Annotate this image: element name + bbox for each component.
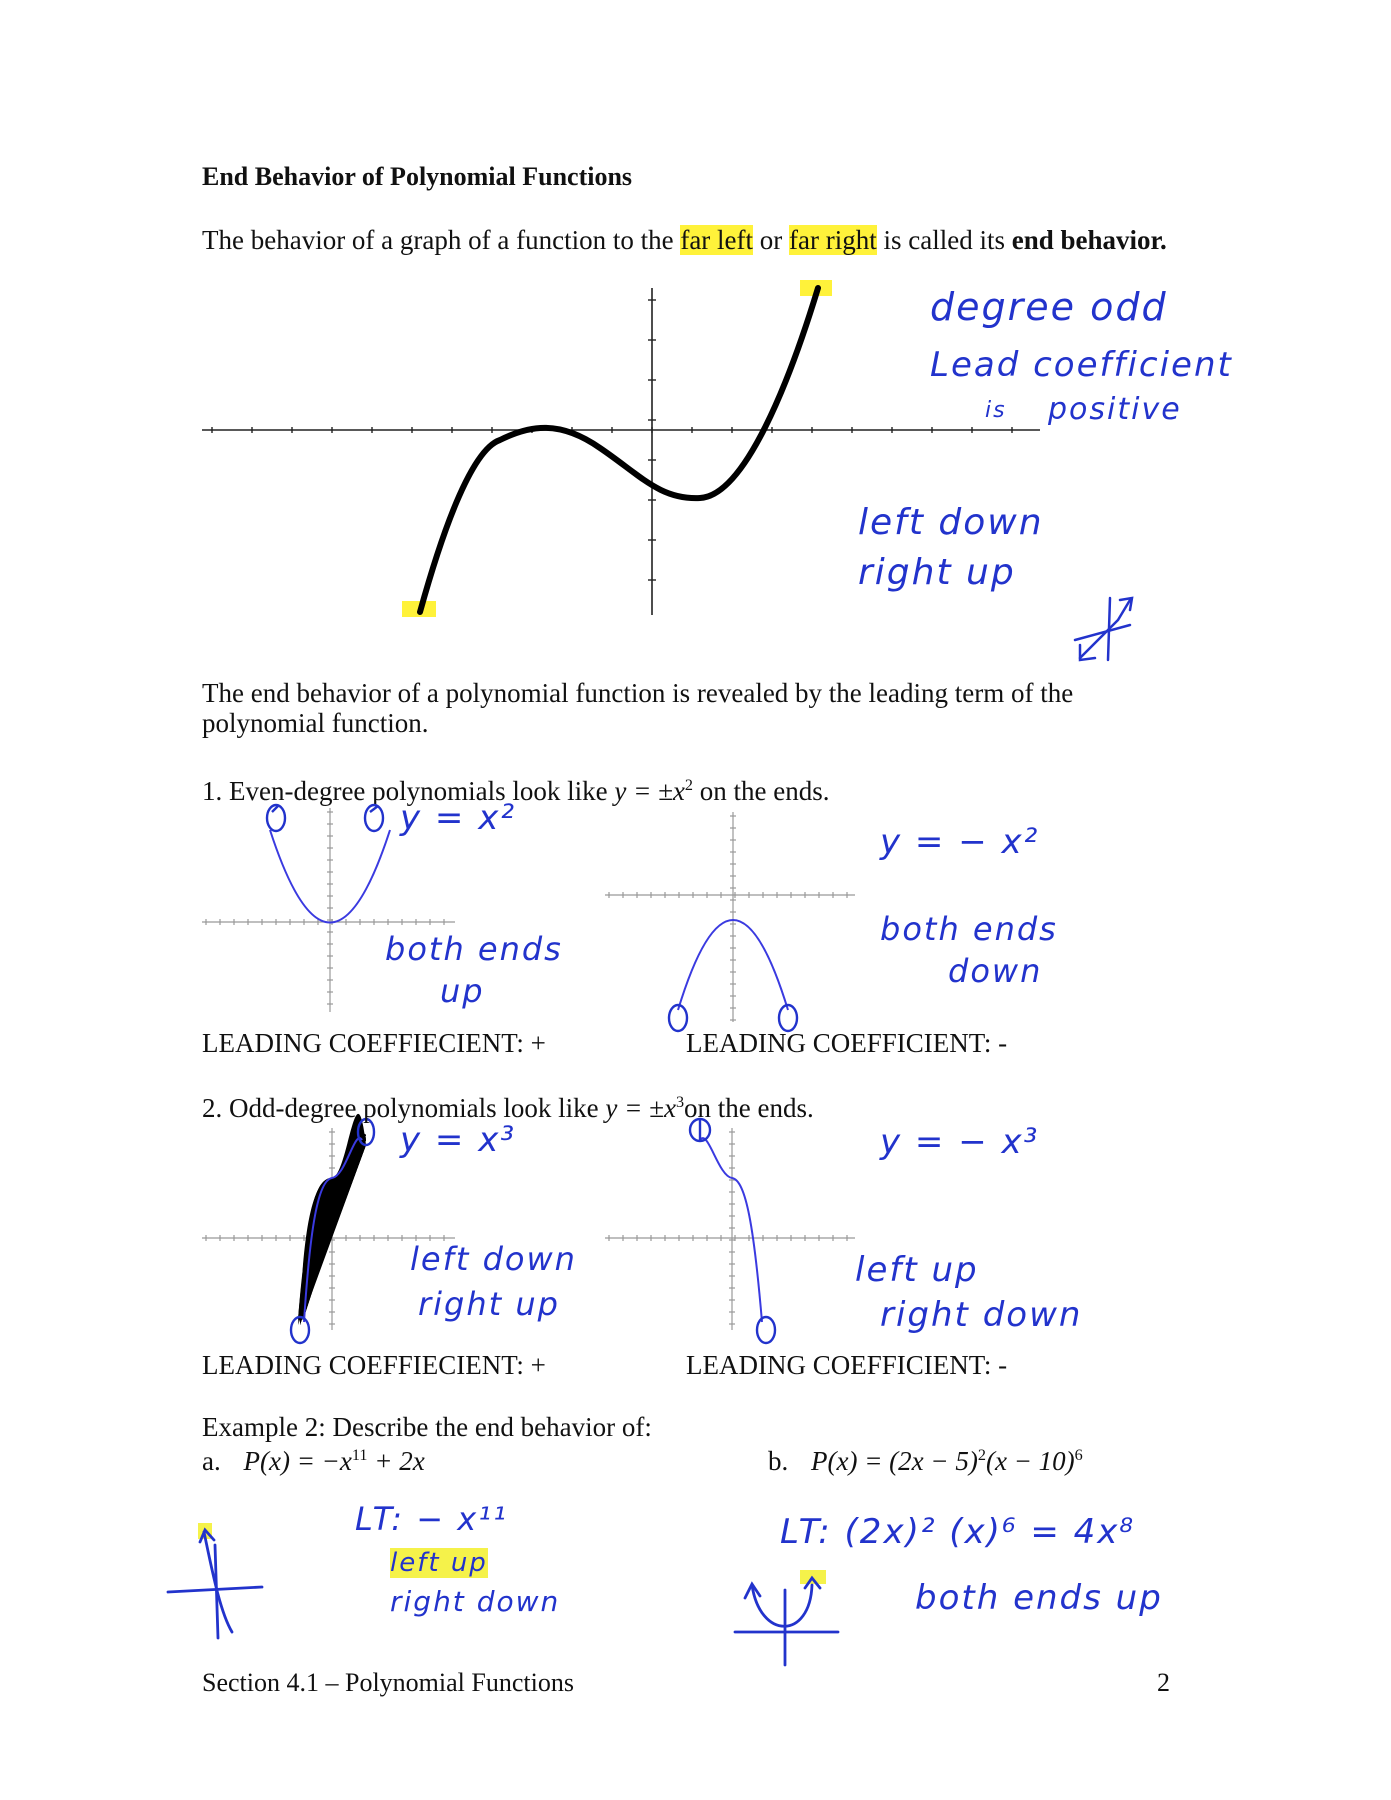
odd-formula: y = ±x xyxy=(605,1093,676,1123)
answer-a-lt: LT: − x¹¹ xyxy=(355,1500,508,1538)
example-a-tail: + 2x xyxy=(367,1446,425,1476)
example-a-func: P(x) = −x xyxy=(243,1446,352,1476)
bold-end-behavior: end behavior. xyxy=(1011,225,1167,255)
example-b-mid: (x − 10) xyxy=(985,1446,1075,1476)
odd-exponent: 3 xyxy=(675,1093,685,1111)
example-a-exp: 11 xyxy=(351,1446,368,1464)
note-degree-odd: degree odd xyxy=(930,285,1168,329)
highlight-far-left: far left xyxy=(680,225,754,255)
label-y-x3: y = x³ xyxy=(400,1120,516,1160)
even-left-coef: LEADING COEFFIECIENT: + xyxy=(202,1028,546,1058)
leading-term-line2: polynomial function. xyxy=(202,708,429,738)
note-left-down: left down xyxy=(858,502,1044,543)
example-a-label: a. xyxy=(202,1446,221,1476)
even-heading-suffix: on the ends. xyxy=(699,776,830,806)
highlight-far-right: far right xyxy=(789,225,877,255)
intro-text-or: or xyxy=(753,225,790,255)
odd-heading-prefix: 2. Odd-degree polynomials look like xyxy=(202,1093,606,1123)
even-formula: y = ±x xyxy=(614,776,685,806)
example-b-exp2: 6 xyxy=(1074,1446,1083,1464)
odd-left-coef: LEADING COEFFIECIENT: + xyxy=(202,1350,546,1380)
footer-section: Section 4.1 – Polynomial Functions xyxy=(202,1668,574,1697)
label-y-neg-x2: y = − x² xyxy=(880,822,1040,862)
example-b-exp1: 2 xyxy=(977,1446,986,1464)
example-b-label: b. xyxy=(768,1446,789,1476)
label-y-x2: y = x² xyxy=(400,798,516,838)
intro-text-after: is called its xyxy=(876,225,1012,255)
note-both-ends-up-2: up xyxy=(440,972,485,1010)
odd-heading-suffix: on the ends. xyxy=(684,1093,814,1123)
leading-term-line1: The end behavior of a polynomial function is revealed by the leading term of the xyxy=(202,678,1074,708)
highlight-b-sketch xyxy=(800,1570,826,1584)
note-is: is xyxy=(985,398,1007,423)
answer-a-right-down: right down xyxy=(390,1585,561,1618)
answer-a-left-up: left up xyxy=(390,1548,488,1578)
note-left-down-odd: left down xyxy=(410,1240,577,1278)
note-right-down-odd: right down xyxy=(880,1295,1083,1335)
note-lead-coefficient: Lead coefficient xyxy=(930,345,1233,385)
page-title: End Behavior of Polynomial Functions xyxy=(202,162,633,191)
example-b-func: P(x) = (2x − 5) xyxy=(811,1446,978,1476)
note-both-ends-down-2: down xyxy=(948,952,1043,990)
even-exponent: 2 xyxy=(684,776,694,794)
note-right-up: right up xyxy=(858,552,1016,593)
page-number: 2 xyxy=(1157,1668,1170,1697)
answer-b-both-ends-up: both ends up xyxy=(915,1578,1163,1618)
note-both-ends-up-1: both ends xyxy=(385,930,563,968)
note-left-up-odd: left up xyxy=(855,1250,979,1290)
even-heading-prefix: 1. Even-degree polynomials look like xyxy=(202,776,615,806)
odd-right-coef: LEADING COEFFICIENT: - xyxy=(686,1350,1008,1380)
note-right-up-odd: right up xyxy=(418,1285,560,1323)
example-heading: Example 2: Describe the end behavior of: xyxy=(202,1412,652,1442)
intro-text-before: The behavior of a graph of a function to the xyxy=(202,225,681,255)
label-y-neg-x3: y = − x³ xyxy=(880,1122,1040,1162)
even-right-coef: LEADING COEFFICIENT: - xyxy=(686,1028,1008,1058)
answer-b-lt: LT: (2x)² (x)⁶ = 4x⁸ xyxy=(780,1512,1136,1552)
note-both-ends-down-1: both ends xyxy=(880,910,1058,948)
note-positive: positive xyxy=(1048,392,1182,427)
